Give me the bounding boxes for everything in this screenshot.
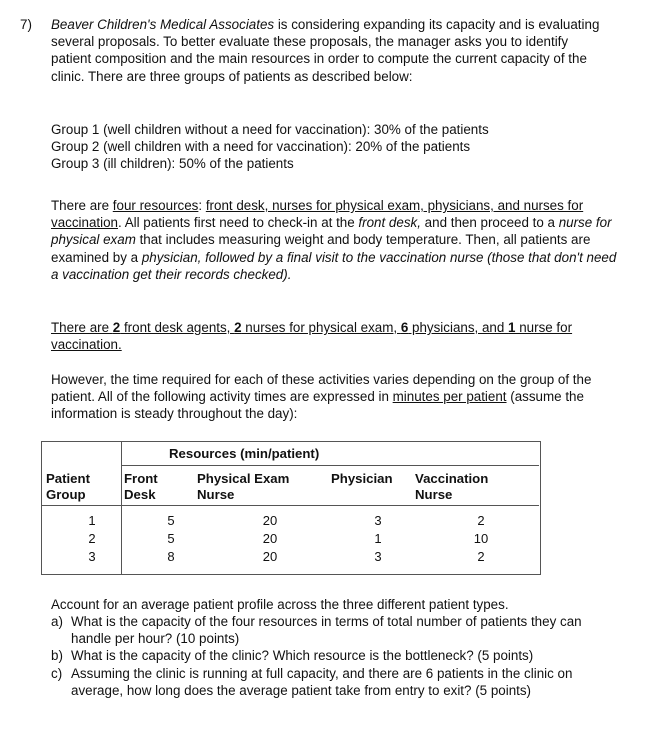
table-caption: Resources (min/patient) <box>169 446 320 461</box>
count-vaccination-nurse: 1 <box>508 320 516 335</box>
italic-nurse-physical: nurse for physical exam <box>51 215 612 248</box>
cell-physical: 20 <box>262 513 278 528</box>
cell-group: 1 <box>88 513 96 528</box>
cell-front-desk: 5 <box>167 513 175 528</box>
underlined-resource-list: front desk, nurses for physical exam, physicians, and nurses for vaccination <box>51 198 584 231</box>
count-front-desk: 2 <box>112 320 121 335</box>
text-run: that includes measuring weight and body temperature. Then, all patients are examined by a <box>51 232 591 265</box>
text-run: nurses for physical exam, <box>241 320 401 335</box>
header-patient-group: Patient Group <box>46 471 90 502</box>
italic-front-desk: front desk, <box>358 215 421 231</box>
count-physical-nurses: 2 <box>234 320 242 335</box>
text-run: : <box>198 198 206 213</box>
header-physical-exam-nurse: Physical Exam Nurse <box>197 471 290 502</box>
cell-group: 2 <box>88 531 96 546</box>
header-vaccination-nurse: Vaccination Nurse <box>415 471 489 502</box>
cell-front-desk: 5 <box>167 531 175 546</box>
text-run: (assume the information is steady throughout the day): <box>51 389 584 422</box>
activity-times-paragraph <box>51 371 611 423</box>
text-run: . All patients first need to check-in at the <box>118 215 359 231</box>
text-run: However, the time required for each of these activities varies depending on the group of the patient. All of the following activity times are expressed in <box>51 372 592 405</box>
text-run: physicians, and <box>408 320 509 335</box>
cell-physical: 20 <box>262 549 278 564</box>
intro-text: is considering expanding its capacity and is evaluating several proposals. To better evaluate these proposals, the manager asks you to identify patient composition and the main resources in order to compute the current capacity of the clinic. There are three groups of patients as described below: <box>51 17 600 84</box>
account-instruction: Account for an average patient profile across the three different patient types. <box>51 597 509 612</box>
org-name: Beaver Children's Medical Associates <box>51 17 275 32</box>
question-number: 7) <box>20 17 32 32</box>
resource-counts-paragraph <box>51 319 611 353</box>
table-divider <box>42 505 539 506</box>
table-divider <box>121 442 122 574</box>
text-run: and then proceed to a <box>420 215 559 231</box>
cell-physician: 3 <box>374 513 382 528</box>
question-b <box>51 647 611 664</box>
cell-group: 3 <box>88 549 96 564</box>
question-text: What is the capacity of the four resources in terms of total number of patients they can handle per hour? (10 points) <box>71 614 582 647</box>
header-front-desk: Front Desk <box>124 471 158 502</box>
question-a <box>51 613 611 647</box>
italic-physician-vaccination: physician, followed by a final visit to the vaccination nurse (those that don't need a vaccination get their records checked). <box>51 249 617 282</box>
cell-vaccination: 2 <box>477 513 485 528</box>
cell-physician: 3 <box>374 549 382 564</box>
sub-questions-list <box>51 613 611 699</box>
cell-vaccination: 10 <box>473 531 489 546</box>
question-text: What is the capacity of the clinic? Which resource is the bottleneck? (5 points) <box>71 648 534 664</box>
activity-times-table <box>41 441 541 575</box>
table-divider <box>121 465 539 466</box>
text-run: nurse for vaccination. <box>51 320 573 353</box>
underlined-minutes-per-patient: minutes per patient <box>392 389 507 405</box>
group-2-line: Group 2 (well children with a need for vaccination): 20% of the patients <box>51 139 471 155</box>
question-c <box>51 665 611 699</box>
question-label: a) <box>51 614 63 629</box>
patient-groups-list <box>51 121 489 173</box>
header-physician: Physician <box>331 471 393 486</box>
underlined-four-resources: four resources <box>112 198 199 213</box>
intro-paragraph <box>51 16 611 85</box>
cell-vaccination: 2 <box>477 549 485 564</box>
text-run: There are <box>51 320 113 335</box>
cell-front-desk: 8 <box>167 549 175 564</box>
cell-physician: 1 <box>374 531 382 546</box>
question-label: c) <box>51 665 63 681</box>
group-3-line: Group 3 (ill children): 50% of the patients <box>51 156 294 172</box>
text-run: There are <box>51 198 113 213</box>
question-label: b) <box>51 648 63 664</box>
text-run: front desk agents, <box>120 320 235 335</box>
question-text: Assuming the clinic is running at full capacity, and there are 6 patients in the clinic on average, how long does the average patient take from entry to exit? (5 points) <box>71 665 573 698</box>
count-physicians: 6 <box>400 320 409 335</box>
resources-paragraph <box>51 197 621 283</box>
cell-physical: 20 <box>262 531 278 546</box>
group-1-line: Group 1 (well children without a need for vaccination): 30% of the patients <box>51 122 489 137</box>
